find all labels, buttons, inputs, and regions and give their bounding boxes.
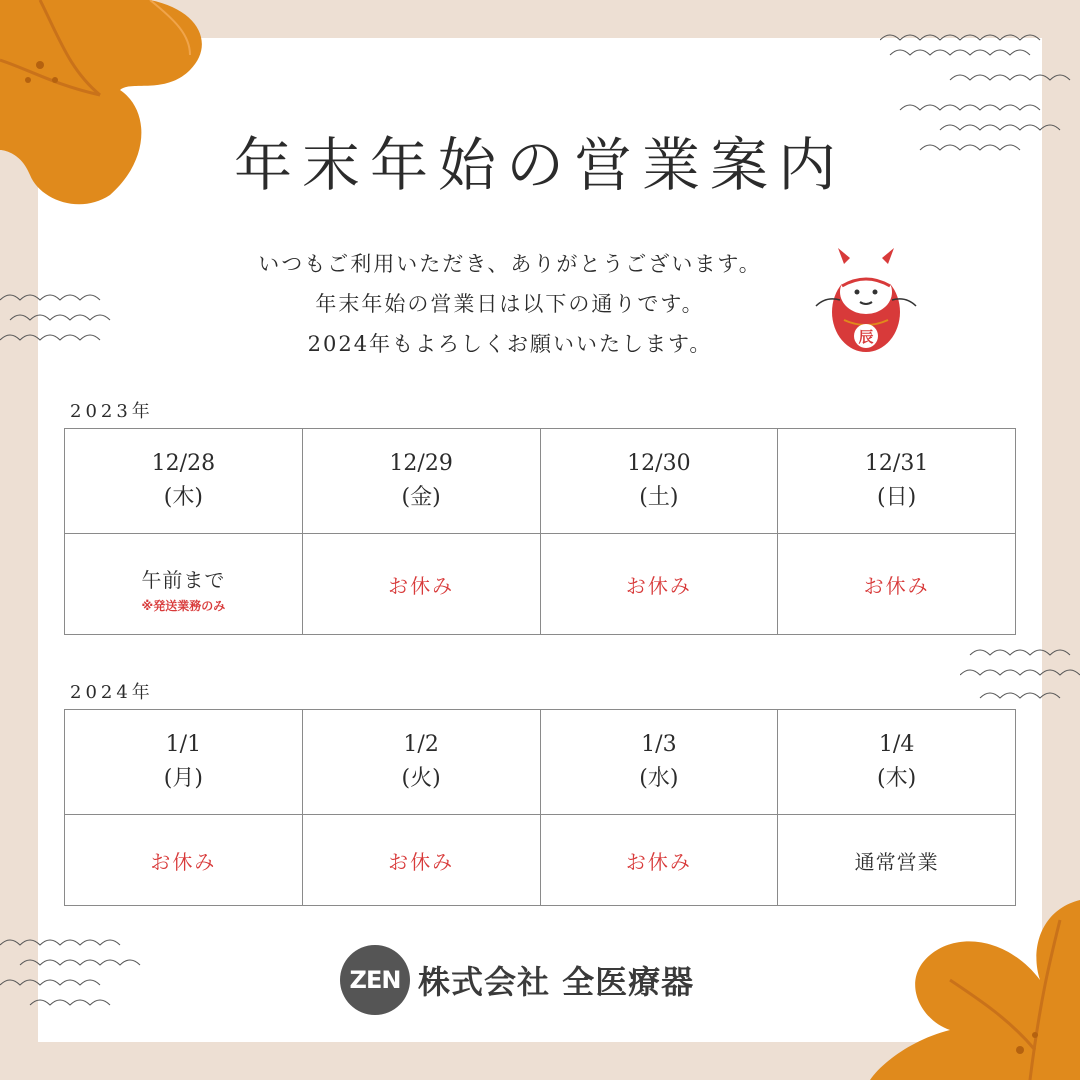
- table-row-dates: [65, 710, 1016, 815]
- cloud-pattern-decoration-right: [960, 640, 1080, 710]
- date-label: 1/3: [641, 732, 677, 757]
- status-cell: [302, 815, 540, 906]
- orange-flower-decoration-bottom-right: [860, 900, 1080, 1080]
- status-label: 通常営業: [854, 849, 939, 874]
- weekday-label: (水): [639, 766, 679, 791]
- date-label: 1/2: [403, 732, 439, 757]
- status-label: お休み: [150, 849, 217, 874]
- status-cell: [778, 815, 1016, 906]
- date-label: 1/4: [878, 732, 915, 757]
- intro-line-3: 2024年もよろしくお願いいたします。: [307, 332, 713, 356]
- status-label: 午前まで: [141, 568, 226, 592]
- date-cell: [65, 710, 303, 815]
- dragon-kanji-label: 辰: [858, 328, 874, 346]
- company-name: 株式会社 全医療器: [418, 963, 695, 1001]
- date-cell: [778, 710, 1016, 815]
- table-row-status: [65, 815, 1016, 906]
- schedule-table-2023: [64, 428, 1016, 635]
- year-label-2024: 2024年: [70, 682, 154, 703]
- date-cell: [302, 710, 540, 815]
- status-label: お休み: [388, 573, 455, 598]
- table-row-dates: [65, 429, 1016, 534]
- cloud-pattern-decoration-left: [0, 285, 120, 345]
- date-label: 1/1: [165, 732, 202, 757]
- date-label: 12/29: [389, 451, 453, 476]
- intro-line-2: 年末年始の営業日は以下の通りです。: [315, 292, 705, 316]
- company-logo: [340, 945, 694, 1015]
- date-cell: [540, 710, 778, 815]
- status-label: お休み: [863, 573, 930, 598]
- dragon-daruma-illustration: [812, 242, 920, 360]
- cloud-pattern-decoration-bottom-left: [0, 930, 160, 1010]
- table-row-status: [65, 534, 1016, 635]
- schedule-table-2024: [64, 709, 1016, 906]
- intro-line-1: いつもご利用いただき、ありがとうございます。: [258, 252, 762, 276]
- weekday-label: (金): [401, 485, 441, 510]
- date-cell: [302, 429, 540, 534]
- status-cell: [65, 534, 303, 635]
- weekday-label: (日): [877, 485, 917, 510]
- weekday-label: (月): [163, 766, 203, 791]
- weekday-label: (木): [163, 485, 203, 510]
- year-label-2023: 2023年: [70, 401, 154, 422]
- status-cell: [540, 815, 778, 906]
- weekday-label: (土): [639, 485, 679, 510]
- status-cell: [540, 534, 778, 635]
- status-note: ※発送業務のみ: [141, 599, 226, 613]
- status-label: お休み: [388, 849, 455, 874]
- status-cell: [65, 815, 303, 906]
- date-cell: [778, 429, 1016, 534]
- page-title: 年末年始の営業案内: [233, 131, 846, 199]
- status-label: お休み: [625, 849, 692, 874]
- status-label: お休み: [625, 573, 692, 598]
- status-cell: [778, 534, 1016, 635]
- intro-message: [190, 244, 830, 364]
- weekday-label: (火): [401, 766, 441, 791]
- date-label: 12/31: [864, 451, 929, 476]
- date-cell: [65, 429, 303, 534]
- weekday-label: (木): [877, 766, 917, 791]
- date-label: 12/30: [627, 451, 691, 476]
- date-cell: [540, 429, 778, 534]
- date-label: 12/28: [151, 451, 216, 476]
- status-cell: [302, 534, 540, 635]
- zen-logo-mark: ZEN: [340, 945, 410, 1015]
